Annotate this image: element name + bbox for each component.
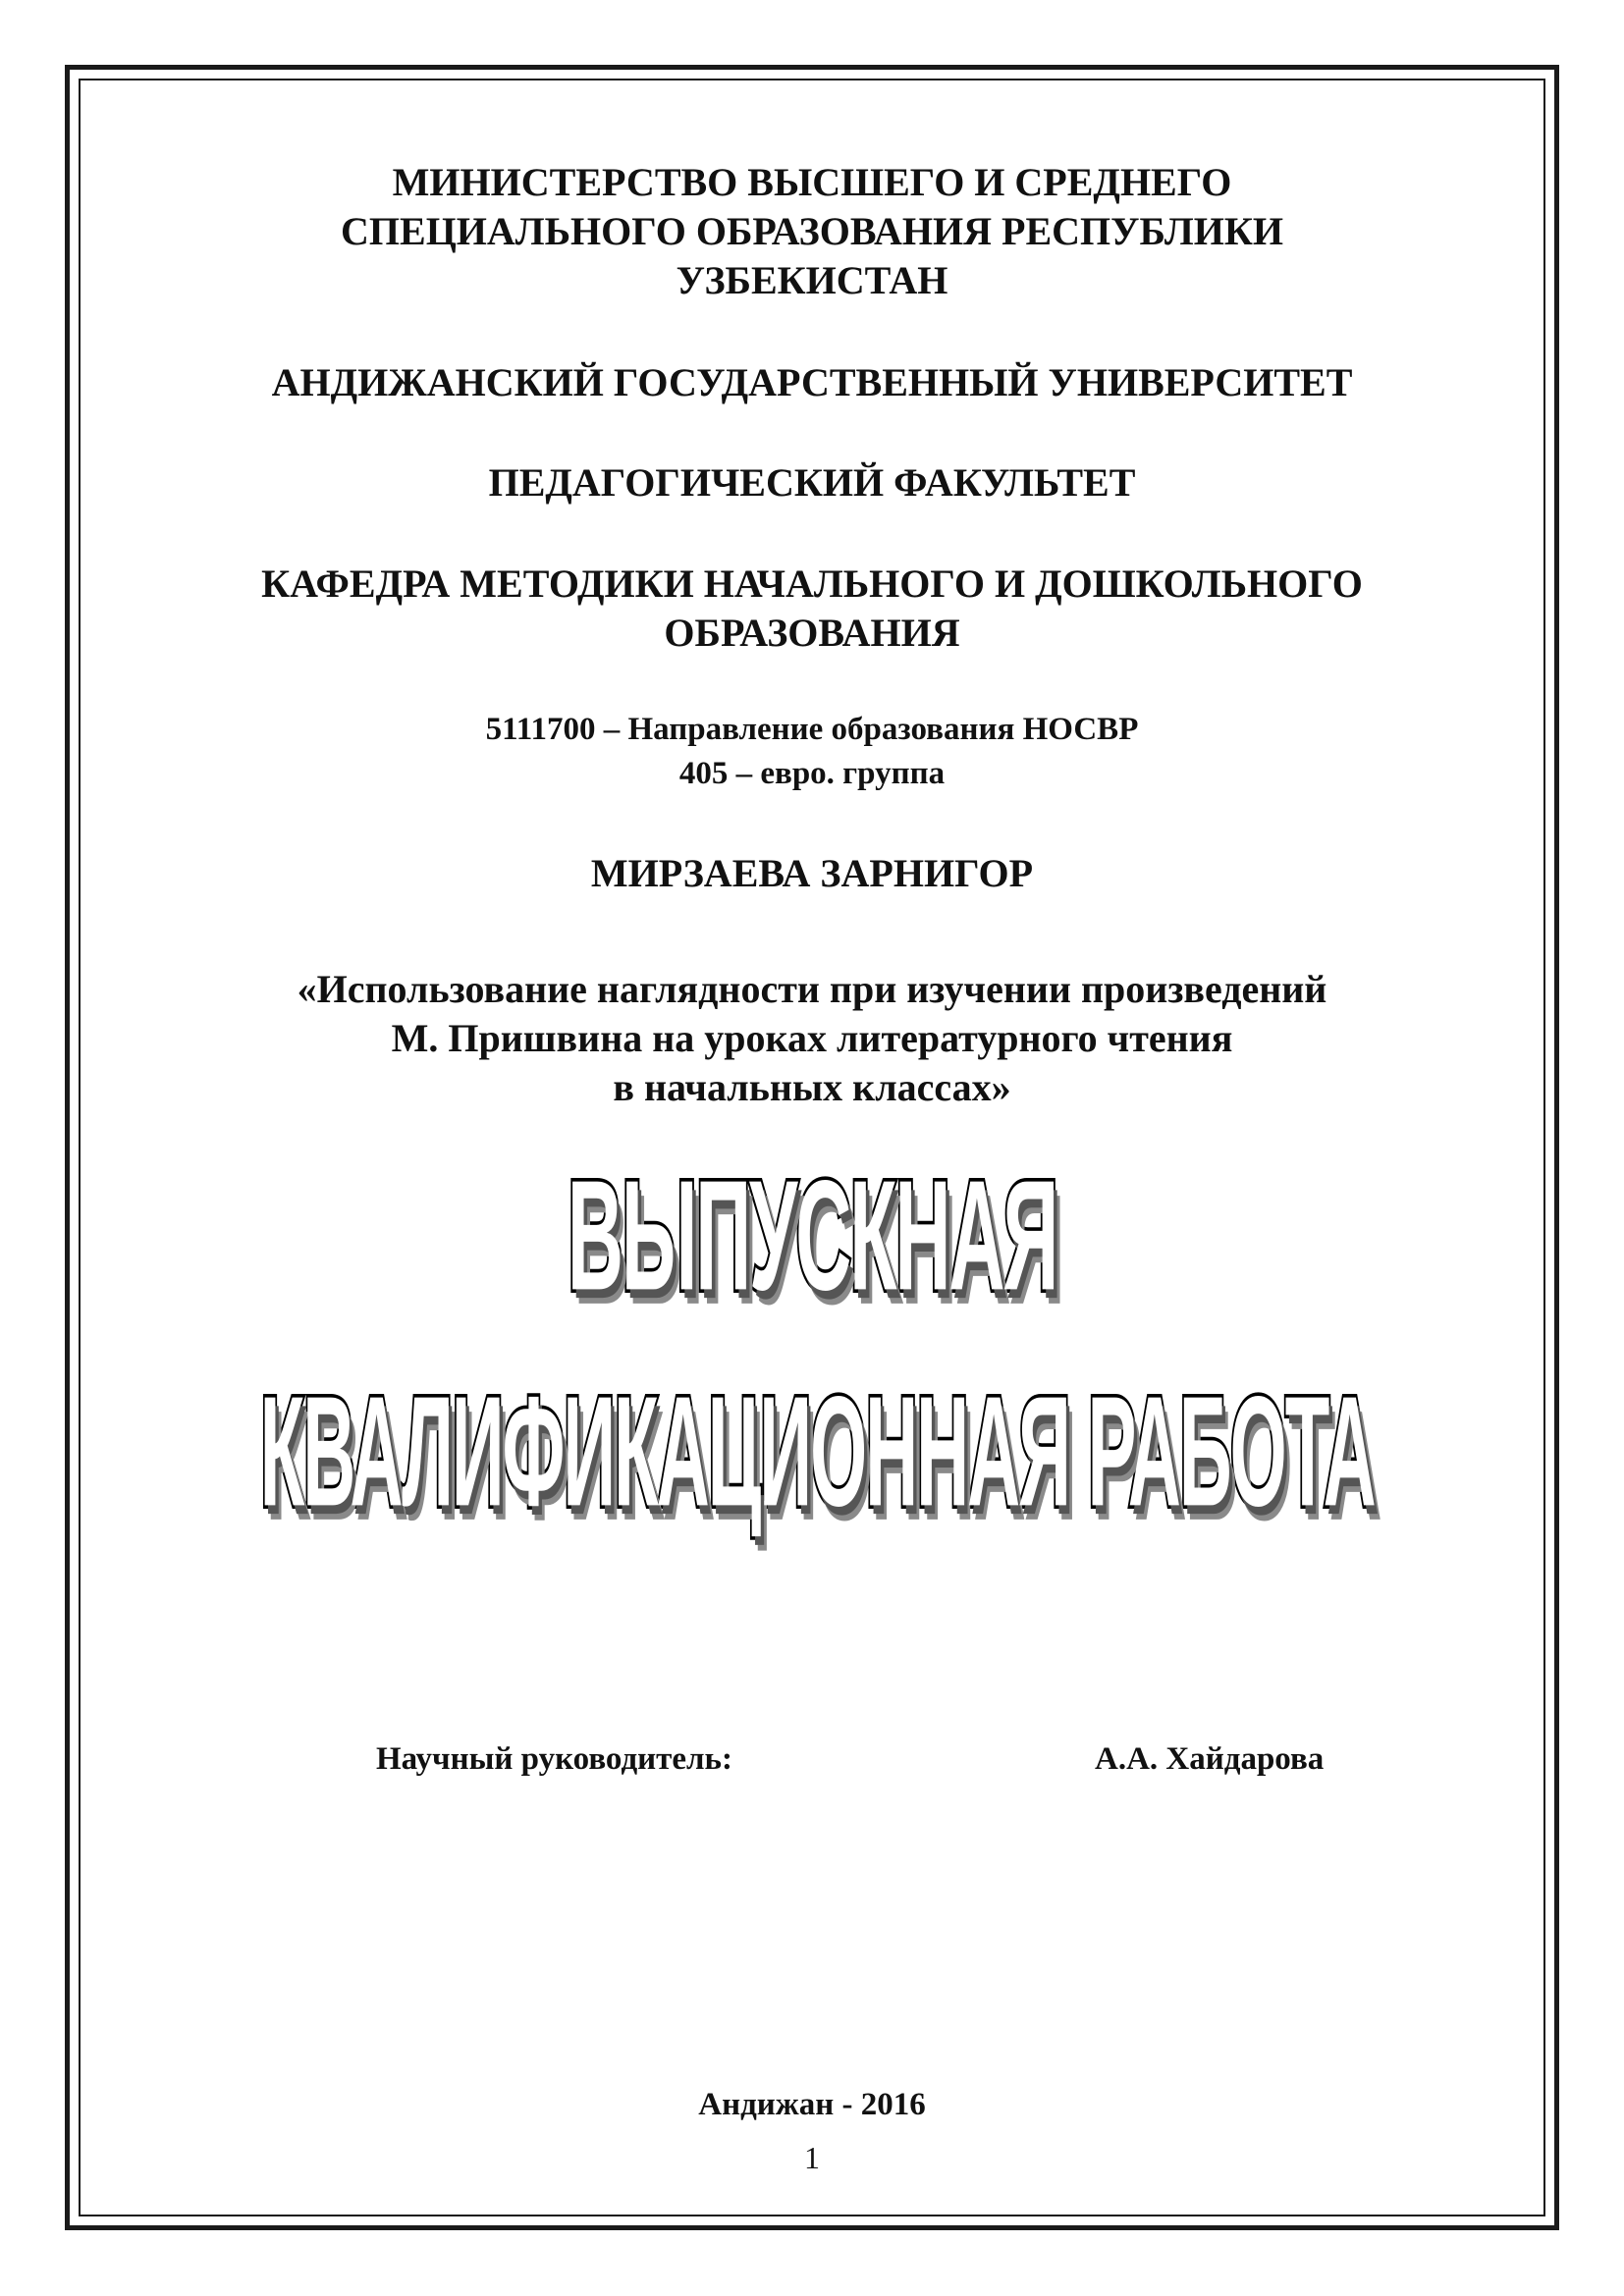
place-year: Андижан - 2016 [698, 2087, 926, 2122]
ministry-line-2: СПЕЦИАЛЬНОГО ОБРАЗОВАНИЯ РЕСПУБЛИКИ [341, 209, 1283, 253]
work-type-line-2: КВАЛИФИКАЦИОННАЯ РАБОТА [259, 1363, 1375, 1540]
topic-line-3: в начальных классах» [613, 1065, 1011, 1109]
university-name: АНДИЖАНСКИЙ ГОСУДАРСТВЕННЫЙ УНИВЕРСИТЕТ [271, 360, 1353, 404]
faculty-name: ПЕДАГОГИЧЕСКИЙ ФАКУЛЬТЕТ [488, 460, 1136, 505]
ministry-line-1: МИНИСТЕРСТВО ВЫСШЕГО И СРЕДНЕГО [392, 160, 1232, 204]
topic-line-2: М. Пришвина на уроках литературного чтения [391, 1016, 1233, 1060]
supervisor-name: А.А. Хайдарова [1095, 1741, 1325, 1777]
supervisor-label: Научный руководитель: [376, 1741, 732, 1777]
program-group: 405 – евро. группа [678, 756, 946, 791]
topic-line-1: «Использование наглядности при изучении произведений [297, 967, 1327, 1011]
page-number: 1 [804, 2140, 820, 2175]
student-name: МИРЗАЕВА ЗАРНИГОР [590, 851, 1034, 895]
work-type-line-1: ВЫПУСКНАЯ [567, 1148, 1057, 1324]
program-direction: 5111700 – Направление образования НОСВР [485, 712, 1139, 747]
department-line-2: ОБРАЗОВАНИЯ [664, 611, 960, 655]
department-line-1: КАФЕДРА МЕТОДИКИ НАЧАЛЬНОГО И ДОШКОЛЬНОГО [261, 561, 1363, 606]
ministry-line-3: УЗБЕКИСТАН [676, 258, 948, 302]
